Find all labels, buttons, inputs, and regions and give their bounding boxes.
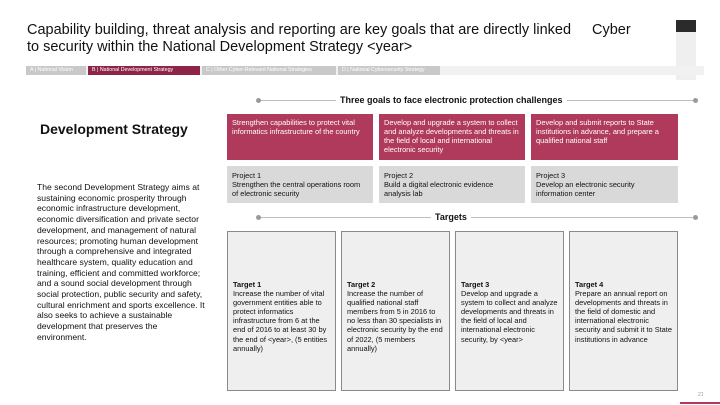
goal-box-1: Strengthen capabilities to protect vital informatics infrastructure of the country — [227, 114, 373, 160]
tab-national-cybersecurity-strategy[interactable]: D | National Cybersecurity Strategy — [338, 66, 440, 75]
goal-box-3: Develop and submit reports to State institutions in advance, and prepare a qualified national staff — [531, 114, 678, 160]
page-title: Capability building, threat analysis and reporting are key goals that are directly linked to security within the National Development Strategy <year> — [27, 22, 572, 55]
page-title-right: Cyber — [592, 22, 631, 38]
project-title: Project 1 — [232, 171, 262, 180]
thumbnail-2[interactable] — [676, 32, 696, 44]
project-title: Project 2 — [384, 171, 414, 180]
project-text: Build a digital electronic evidence analysis lab — [384, 180, 494, 198]
project-text: Strengthen the central operations room of electronic security — [232, 180, 361, 198]
target-title: Target 3 — [461, 280, 490, 289]
thumbnail-3[interactable] — [676, 44, 696, 56]
footer-accent-bar — [680, 402, 720, 404]
target-title: Target 4 — [575, 280, 604, 289]
development-strategy-title: Development Strategy — [40, 121, 188, 137]
target-box-4 — [569, 231, 678, 391]
tab-other-cyber-strategies[interactable]: C | Other Cyber-Relevant National Strategies — [202, 66, 336, 75]
thumbnail-1[interactable] — [676, 20, 696, 32]
project-text: Develop an electronic security information center — [536, 180, 635, 198]
divider-dot-left — [256, 215, 261, 220]
divider-dot-left — [256, 98, 261, 103]
target-title: Target 1 — [233, 280, 262, 289]
target-text: Increase the number of vital government entities able to protect informatics infrastructure from 6 at the end of 2016 to at least 30 by the end of <year>, (5 entities annually) — [233, 289, 328, 353]
target-box-2 — [341, 231, 450, 391]
target-box-1 — [227, 231, 336, 391]
target-box-3 — [455, 231, 564, 391]
project-title: Project 3 — [536, 171, 566, 180]
project-box-3 — [531, 166, 678, 203]
development-strategy-text: The second Development Strategy aims at sustaining economic prosperity through economic infrastructure development, economic diversification and private sector development, and management of natural resources; promoting human development through a comprehensive and integrated healthcare system, quality education and training, efficient and committed workforce; and a sound social development through social protection, public security and safety, cultural enrichment and sports excellence. It also seeks to achieve a sustainable development that preserves the environment. — [37, 182, 205, 342]
target-text: Increase the number of qualified national staff members from 5 in 2016 to no less than 30 specialists in electronic security by the end of 2022, (5 members annually) — [347, 289, 443, 353]
goals-heading: Three goals to face electronic protection challenges — [336, 94, 567, 106]
goal-box-2: Develop and upgrade a system to collect and analyze developments and threats in the field of local and international electronic security — [379, 114, 525, 160]
project-box-2 — [379, 166, 525, 203]
tab-national-development-strategy[interactable]: B | National Development Strategy — [88, 66, 200, 75]
project-box-1 — [227, 166, 373, 203]
targets-divider — [260, 217, 696, 218]
target-title: Target 2 — [347, 280, 376, 289]
divider-dot-right — [693, 215, 698, 220]
target-text: Prepare an annual report on developments and threats in the field of domestic and international electronic security and submit it to State institutions in advance — [575, 289, 672, 344]
divider-dot-right — [693, 98, 698, 103]
targets-heading: Targets — [431, 211, 471, 223]
page-number: 21 — [698, 392, 704, 398]
tab-national-vision[interactable]: A | National Vision — [26, 66, 86, 75]
target-text: Develop and upgrade a system to collect and analyze developments and threats in the field of local and international electronic security, by <year> — [461, 289, 558, 344]
